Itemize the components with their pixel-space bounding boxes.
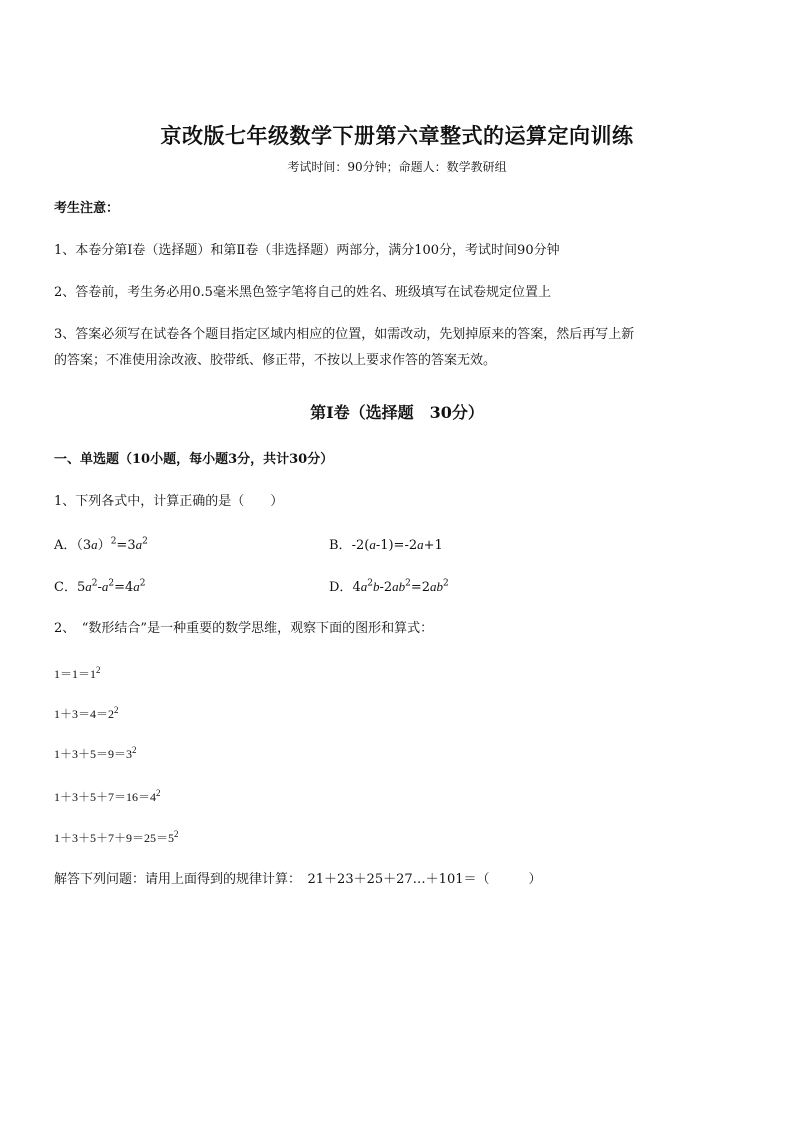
equation-line: $1+3=4=2^2$ [54,705,119,721]
section-title: 第Ⅰ卷（选择题 30分） [310,403,484,422]
option-c: C．$5a^2-a^2=4a^2$ [54,578,146,595]
notice-item: 的答案；不准使用涂改液、胶带纸、修正带，不按以上要求作答的答案无效。 [54,353,497,368]
question-2-stem: 2、 “数形结合”是一种重要的数学思维，观察下面的图形和算式： [54,621,434,636]
notice-item: 1、本卷分第Ⅰ卷（选择题）和第Ⅱ卷（非选择题）两部分，满分100分，考试时间90分钟 [54,243,560,258]
option-a: A．$(3a)^2=3a^2$ [54,536,148,553]
equation-line: $1=1=1^2$ [54,665,101,681]
question-2-prompt: 解答下列问题：请用上面得到的规律计算： 21＋23＋25＋27…＋101＝（ ） [54,872,542,887]
page-title: 京改版七年级数学下册第六章整式的运算定向训练 [160,123,634,148]
option-label: C． [54,580,77,595]
exam-info: 考试时间：90分钟；命题人：数学教研组 [287,160,507,174]
equation-line: $1+3+5+7+9=25=5^2$ [54,829,179,845]
notice-item: 3、答案必须写在试卷各个题目指定区域内相应的位置，如需改动，先划掉原来的答案，然后再写上新 [54,327,635,342]
notice-heading: 考生注意： [54,201,120,216]
equation-line: $1+3+5=9=3^2$ [54,745,137,761]
option-label: B． [329,538,352,553]
part-heading: 一、单选题（10小题，每小题3分，共计30分） [54,452,334,467]
option-d: D．$4a^2b-2ab^2=2ab^2$ [329,578,449,595]
notice-item: 2、答卷前，考生务必用0.5毫米黑色签字笔将自己的姓名、班级填写在试卷规定位置上 [54,285,551,300]
option-label: A． [54,538,77,553]
question-1-stem: 1、下列各式中，计算正确的是（ ） [54,494,284,509]
option-b: B．-2(a-1)=-2a+1 [329,537,443,553]
equation-line: $1+3+5+7=16=4^2$ [54,788,161,804]
option-label: D． [329,580,353,595]
